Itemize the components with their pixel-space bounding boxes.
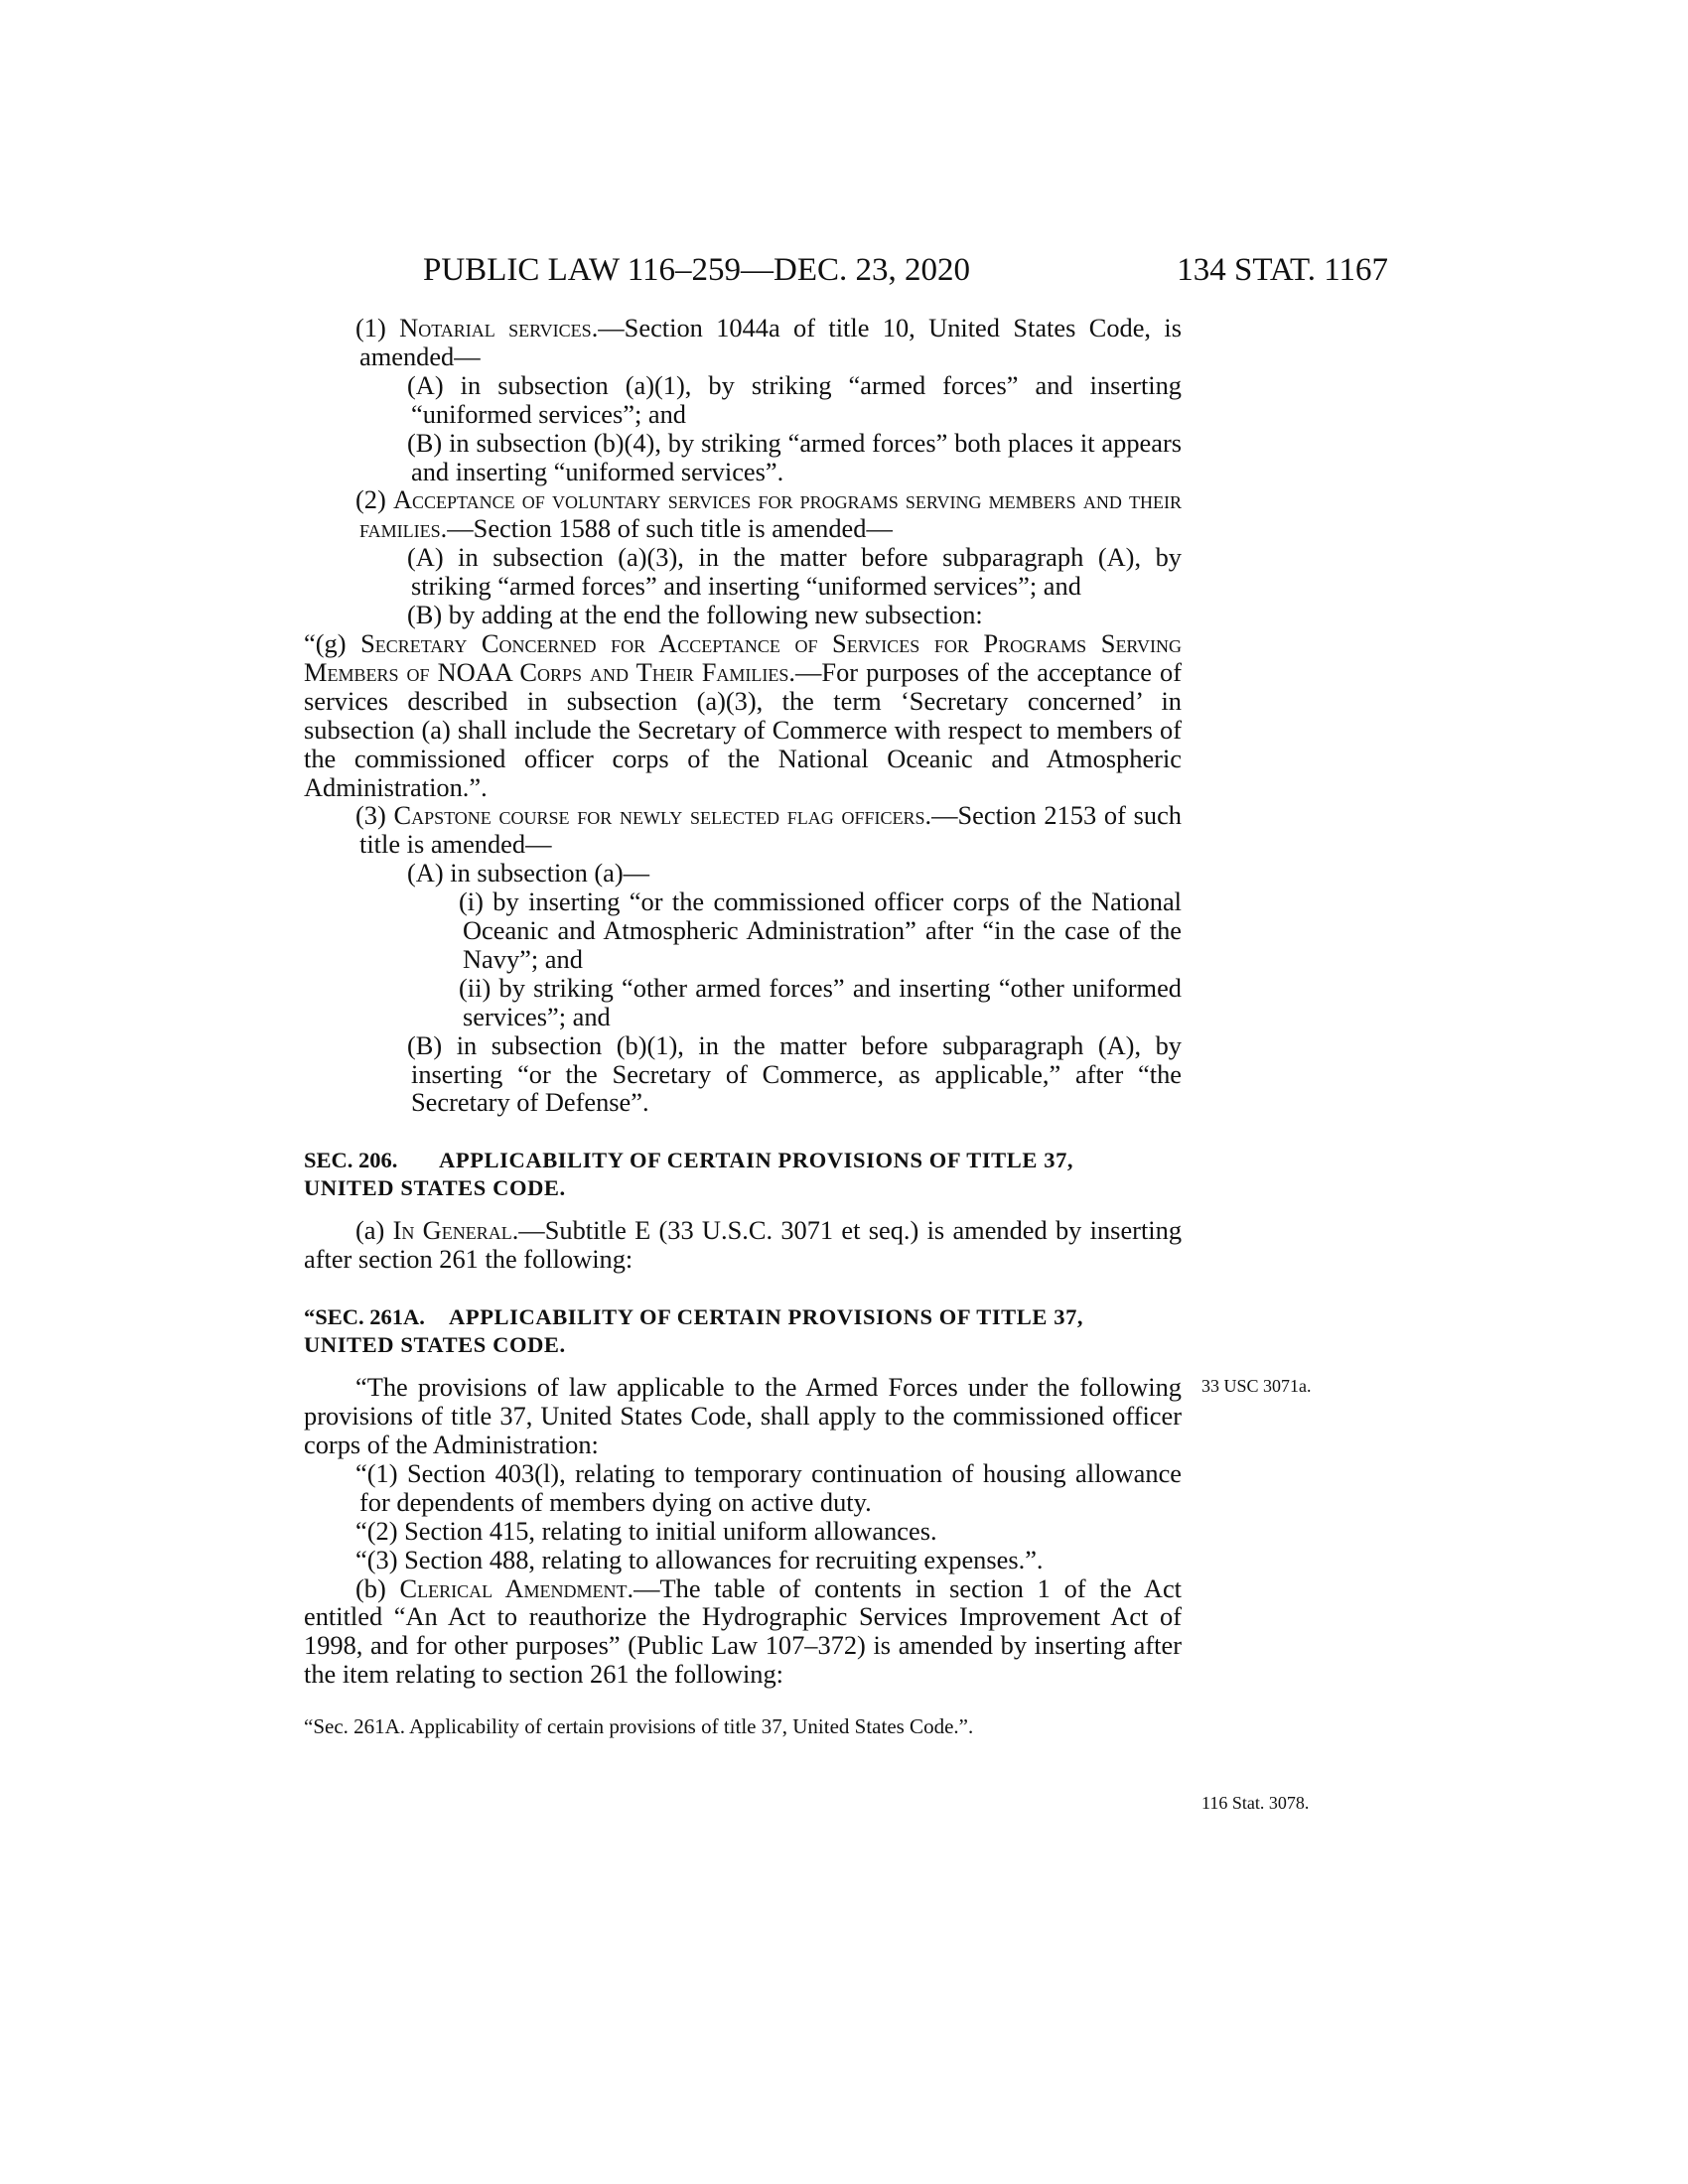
quoted-item-1: “(1) Section 403(l), relating to temporary continuation of housing allowance for dependents of members dying on active duty. [355, 1457, 1182, 1517]
page-header [423, 252, 1388, 292]
paragraph-text: .—Subtitle E (33 U.S.C. 3071 et seq.) is amended by inserting after section 261 the following: [304, 1215, 1183, 1275]
paragraph-acceptance-of-voluntary-services [304, 485, 1182, 543]
section-title: APPLICABILITY OF CERTAIN PROVISIONS OF TITLE 37, [449, 1304, 1084, 1330]
paragraph-heading: Clerical Amendment [399, 1572, 628, 1603]
paragraph-capstone-course [304, 801, 1182, 859]
margin-note-usc-citation: 33 USC 3071a. [1201, 1376, 1312, 1396]
paragraph-notarial-services [304, 314, 1182, 371]
document-body [304, 314, 1182, 1741]
subparagraph-2b: (B) by adding at the end the following new subsection: [407, 600, 983, 630]
clause-3a-i: (i) by inserting “or the commissioned officer corps of the National Oceanic and Atmospheric Administration” after “in the case of the Navy”; and [459, 887, 1182, 974]
paragraph-number: (3) [355, 800, 394, 831]
quoted-item-2: “(2) Section 415, relating to initial uniform allowances. [355, 1515, 937, 1546]
section-206-heading [304, 1147, 1182, 1202]
paragraph-text: .—Section 2153 of such title is amended— [359, 800, 1182, 860]
paragraph-number: “(g) [304, 627, 361, 658]
clause-3a-ii: (ii) by striking “other armed forces” and inserting “other uniformed services”; and [459, 972, 1182, 1031]
paragraph-heading: In General [392, 1215, 512, 1246]
paragraph-number: (a) [355, 1215, 393, 1246]
margin-note-stat-citation: 116 Stat. 3078. [1201, 1793, 1310, 1813]
subsection-a-in-general [304, 1216, 1182, 1274]
section-title-continued: UNITED STATES CODE. [304, 1175, 566, 1201]
paragraph-heading: Capstone course for newly selected flag officers [393, 800, 925, 831]
subparagraph-1b: (B) in subsection (b)(4), by striking “armed forces” both places it appears and inserting “uniformed services”. [407, 427, 1182, 486]
paragraph-heading: Notarial services [399, 313, 592, 342]
quoted-item-3: “(3) Section 488, relating to allowances for recruiting expenses.”. [355, 1544, 1044, 1574]
subparagraph-2a: (A) in subsection (a)(3), in the matter before subparagraph (A), by striking “armed forces” and inserting “uniformed services”; and [407, 542, 1182, 602]
header-public-law: PUBLIC LAW 116–259—DEC. 23, 2020 [423, 252, 971, 288]
paragraph-text: .—For purposes of the acceptance of services described in subsection (a)(3), the term ‘Secretary concerned’ in subsection (a) shall include the Secretary of Commerce with respect to members of the commissioned officer corps of the National Oceanic and Atmospheric Administration.”. [304, 656, 1182, 802]
paragraph-text: .—Section 1588 of such title is amended— [440, 513, 893, 544]
section-title: APPLICABILITY OF CERTAIN PROVISIONS OF TITLE 37, [439, 1148, 1074, 1173]
subsection-b-clerical-amendment [304, 1574, 1182, 1690]
subparagraph-1a: (A) in subsection (a)(1), by striking “armed forces” and inserting “uniformed services”; and [407, 369, 1182, 429]
quoted-subsection-g [304, 629, 1182, 801]
header-statute-page: 134 STAT. 1167 [1177, 252, 1388, 288]
paragraph-heading: Secretary Concerned for Acceptance of Services for Programs Serving Members of NOAA Corps and Their Families [304, 627, 1182, 687]
paragraph-text: .—The table of contents in section 1 of the Act entitled “An Act to reauthorize the Hydrographic Services Improvement Act of 1998, and for other purposes” (Public Law 107–372) is amended by inserting after the item relating to section 261 the following: [304, 1572, 1182, 1690]
paragraph-number: (b) [355, 1572, 400, 1603]
subparagraph-3b: (B) in subsection (b)(1), in the matter before subparagraph (A), by inserting “or the Secretary of Commerce, as applicable,” after “the Secretary of Defense”. [407, 1029, 1182, 1118]
section-261a-heading [304, 1303, 1182, 1359]
paragraph-text: .—Section 1044a of title 10, United States Code, is amended— [359, 313, 1182, 371]
paragraph-number: (1) [355, 313, 400, 342]
table-of-contents-item: “Sec. 261A. Applicability of certain provisions of title 37, United States Code.”. [304, 1714, 974, 1739]
paragraph-number: (2) [355, 484, 393, 515]
section-label: “SEC. 261A. [304, 1304, 425, 1330]
paragraph-heading: Acceptance of voluntary services for programs serving members and their families [359, 484, 1182, 544]
subparagraph-3a: (A) in subsection (a)— [407, 858, 650, 888]
quoted-section-text: “The provisions of law applicable to the Armed Forces under the following provisions of title 37, United States Code, shall apply to the commissioned officer corps of the Administration: [304, 1372, 1182, 1459]
section-label: SEC. 206. [304, 1148, 398, 1173]
section-title-continued: UNITED STATES CODE. [304, 1332, 566, 1358]
